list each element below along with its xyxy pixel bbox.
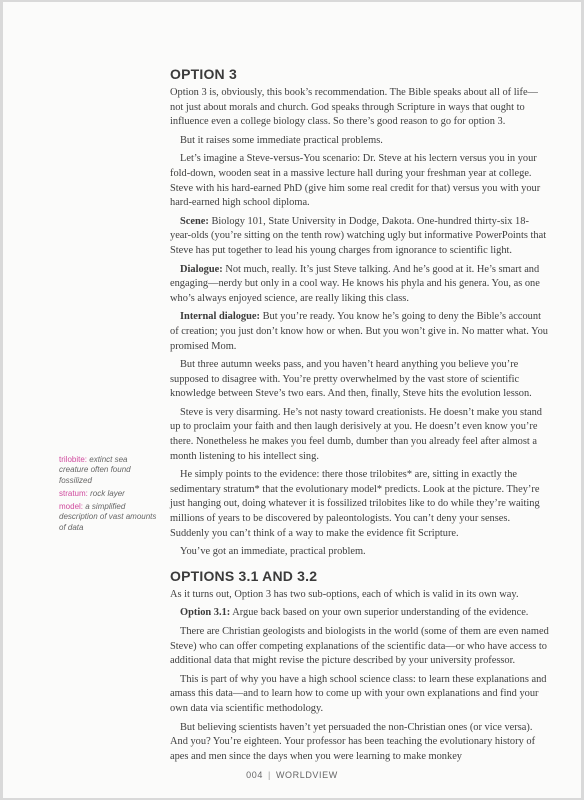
paragraph: As it turns out, Option 3 has two sub-options, each of which is valid in its own way.	[170, 588, 519, 600]
glossary-term: model:	[59, 502, 84, 512]
glossary-note-trilobite	[59, 455, 159, 486]
internal-dialogue-text: But you’re ready. You know he’s going to deny the Bible’s account of creation; you just don’t know how or when. But you won’t give in. No matter what. You promised Mom.	[170, 311, 548, 352]
paragraph: He simply points to the evidence: there those trilobites* are, sitting in exactly the sedimentary stratum* that the evolutionary model* predicts. Look at the picture. They’re just hanging out, doing whatever it is fossilized trilobites like to do while they’re waiting millions of years to be discovered by paleontologists. You can’t deny your senses. Suddenly you can’t think of a way to make the evidence fit Scripture.	[170, 469, 540, 539]
paragraph: There are Christian geologists and biologists in the world (some of them are even named Steve) who can offer competing explanations of the scientific data—or who have access to additional data that might revise the picture described by your university professor.	[170, 626, 549, 667]
paragraph: Let’s imagine a Steve-versus-You scenario: Dr. Steve at his lectern versus you in your fold-down, wooden seat in a massive lecture hall during your freshman year at college. Steve with his hard-earned PhD (give him some real credit for that) versus you with your hard-earned high school diploma.	[170, 153, 541, 209]
glossary-note-model	[59, 502, 159, 533]
paragraph: But it raises some immediate practical problems.	[180, 134, 383, 146]
internal-dialogue-paragraph	[170, 310, 550, 354]
paragraph: You’ve got an immediate, practical problem.	[180, 546, 366, 558]
option-3-1-paragraph	[170, 606, 550, 621]
paragraph: This is part of why you have a high school science class: to learn these explanations and amass this data—and to learn how to come up with your own explanations and find your own data via scientific methodology.	[170, 673, 547, 714]
page-number: 004	[246, 770, 263, 780]
glossary-sidebar	[59, 455, 159, 536]
scene-text: Biology 101, State University in Dodge, Dakota. One-hundred thirty-six 18-year-olds (you’re sitting on the tenth row) watching ugly but informative PowerPoints that Steve has put together to lead his young charges from ignorance to scientific light.	[170, 215, 547, 256]
scene-paragraph	[170, 215, 550, 259]
paragraph: Option 3 is, obviously, this book’s recommendation. The Bible speaks about all of life—not just about morals and church. God speaks through Scripture in ways that ought to influence even a college biology class. So there’s good reason to go for option 3.	[170, 87, 538, 128]
internal-dialogue-label: Internal dialogue:	[180, 311, 260, 323]
dialogue-label: Dialogue:	[180, 263, 223, 275]
option-3-1-text: Argue back based on your own superior understanding of the evidence.	[230, 607, 529, 619]
book-title: WORLDVIEW	[275, 770, 338, 780]
section-heading-options-3-1-and-3-2: OPTIONS 3.1 AND 3.2	[170, 567, 318, 584]
glossary-term: trilobite:	[59, 455, 88, 464]
paragraph: Steve is very disarming. He’s not nasty toward creationists. He doesn’t make you stand up to proclaim your faith and then laugh derisively at you. He doesn’t even know you’re there. Nonetheless he makes you feel dumb, dumber than you already feel after almost a month listening to his intellect sing.	[170, 406, 542, 462]
page	[3, 2, 581, 798]
paragraph: But three autumn weeks pass, and you haven’t heard anything you believe you’re supposed to disagree with. You’re pretty overwhelmed by the vast store of scientific knowledge between Steve’s two ears. And then, finally, Steve hits the evolution lesson.	[170, 359, 532, 400]
glossary-definition: extinct sea creature often found fossilized	[59, 455, 131, 485]
glossary-definition: a simplified description of vast amounts of data	[59, 502, 157, 532]
main-column	[170, 66, 550, 768]
page-footer	[3, 770, 581, 780]
section-heading-option-3: OPTION 3	[170, 66, 237, 82]
paragraph: But believing scientists haven’t yet persuaded the non-Christian ones (or vice versa). And you? You’re eighteen. Your professor has been teaching the evolutionary history of apes and men since the days when you were learning to make monkey	[170, 721, 536, 762]
glossary-term: stratum:	[59, 488, 88, 498]
option-3-1-label: Option 3.1:	[180, 607, 231, 619]
scene-label: Scene:	[180, 215, 209, 227]
dialogue-paragraph	[170, 263, 550, 307]
dialogue-text: Not much, really. It’s just Steve talking. And he’s good at it. He’s smart and engaging—nerdy but only in a cool way. He knows his phyla and his genera. You, as one who’s always enjoyed science, are really liking this class.	[170, 263, 540, 304]
glossary-note-stratum	[59, 489, 159, 499]
footer-separator: |	[267, 770, 271, 780]
glossary-definition: rock layer	[90, 488, 125, 498]
